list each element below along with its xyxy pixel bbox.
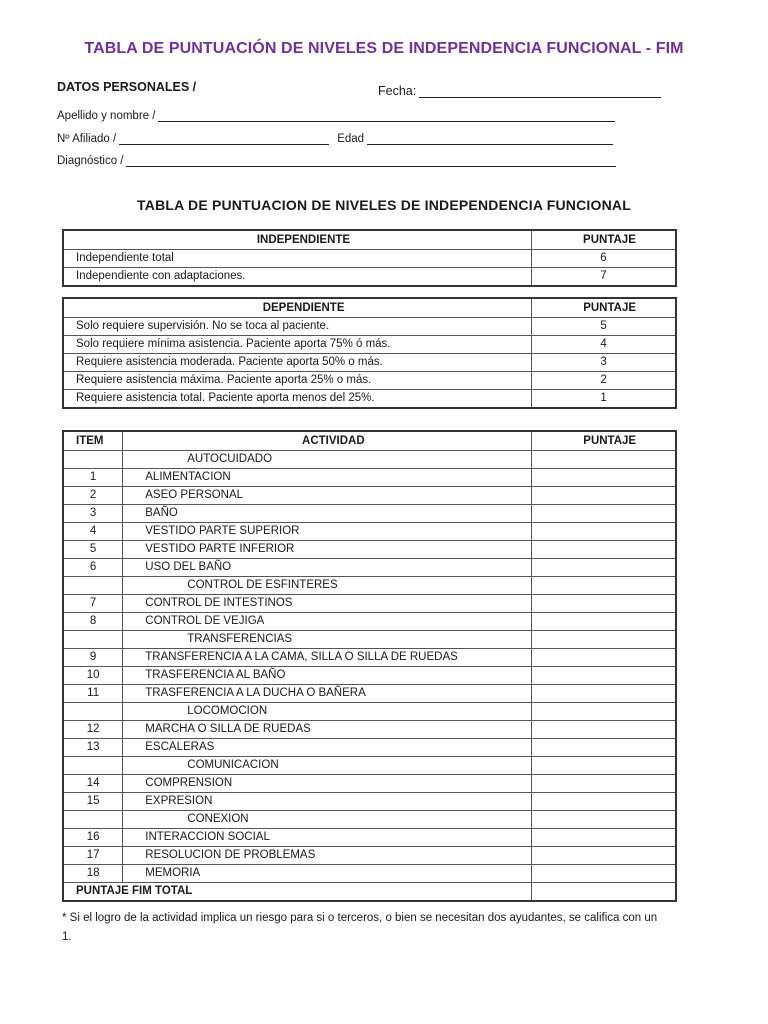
item-number: 5 [63,541,123,559]
section-label: TRANSFERENCIAS [123,631,532,649]
name-field[interactable] [158,109,615,122]
item-number: 12 [63,721,123,739]
score-cell[interactable] [532,685,676,703]
table-row [63,739,676,757]
independent-header-row [63,230,676,250]
activity-label: INTERACCION SOCIAL [123,829,532,847]
table-row [63,847,676,865]
independent-table [62,229,677,287]
activities-body [63,451,676,883]
score-cell [532,757,676,775]
score-cell [532,577,676,595]
item-number: 6 [63,559,123,577]
dependent-row-label: Requiere asistencia máxima. Paciente aporta 25% o más. [63,372,532,390]
date-field[interactable] [419,85,661,98]
score-cell[interactable] [532,541,676,559]
independent-header: INDEPENDIENTE [63,230,531,250]
dependent-row-label: Requiere asistencia moderada. Paciente aporta 50% o más. [63,354,532,372]
activities-header-row [63,431,676,451]
table-row [63,354,676,372]
section-label: AUTOCUIDADO [123,451,532,469]
total-label: PUNTAJE FIM TOTAL [63,883,532,902]
independent-row-score: 7 [531,268,676,287]
table-row [63,390,676,409]
activities-table [62,430,677,902]
total-score-cell[interactable] [532,883,676,902]
item-header: ITEM [63,431,123,451]
item-number: 10 [63,667,123,685]
table-row [63,469,676,487]
item-number: 16 [63,829,123,847]
table-row [63,595,676,613]
table-row [63,721,676,739]
dependent-table [62,297,677,409]
dependent-header-row [63,298,676,318]
activities-score-header: PUNTAJE [532,431,676,451]
table-row [63,487,676,505]
table-row [63,318,676,336]
table-subtitle: TABLA DE PUNTUACION DE NIVELES DE INDEPENDENCIA FUNCIONAL [137,197,631,213]
score-cell[interactable] [532,613,676,631]
table-row [63,559,676,577]
table-row [63,667,676,685]
score-cell[interactable] [532,649,676,667]
item-number [63,703,123,721]
score-cell[interactable] [532,595,676,613]
diagnosis-field[interactable] [126,154,616,167]
score-cell[interactable] [532,469,676,487]
activity-label: ALIMENTACION [123,469,532,487]
section-label: COMUNICACION [123,757,532,775]
section-label: LOCOMOCION [123,703,532,721]
item-number: 4 [63,523,123,541]
table-row [63,793,676,811]
activity-label: VESTIDO PARTE INFERIOR [123,541,532,559]
independent-score-header: PUNTAJE [531,230,676,250]
item-number: 15 [63,793,123,811]
section-label: CONEXION [123,811,532,829]
affiliate-label: Nº Afiliado / [57,133,117,145]
dependent-row-score: 5 [532,318,676,336]
page-title: TABLA DE PUNTUACIÓN DE NIVELES DE INDEPENDENCIA FUNCIONAL - FIM [84,40,684,57]
score-cell[interactable] [532,847,676,865]
section-row [63,757,676,775]
age-label: Edad [337,133,365,145]
section-label: CONTROL DE ESFINTERES [123,577,532,595]
date-row [378,84,661,98]
dependent-row-label: Solo requiere mínima asistencia. Paciente aporta 75% ó más. [63,336,532,354]
activity-label: CONTROL DE INTESTINOS [123,595,532,613]
score-cell [532,631,676,649]
dependent-score-header: PUNTAJE [532,298,676,318]
diagnosis-row [57,154,616,167]
activity-label: MARCHA O SILLA DE RUEDAS [123,721,532,739]
activity-label: ESCALERAS [123,739,532,757]
item-number [63,631,123,649]
score-cell [532,703,676,721]
item-number: 2 [63,487,123,505]
activity-header: ACTIVIDAD [123,431,532,451]
item-number: 1 [63,469,123,487]
table-row [63,372,676,390]
affiliate-row [57,132,613,145]
activity-label: VESTIDO PARTE SUPERIOR [123,523,532,541]
item-number: 14 [63,775,123,793]
activity-label: TRASFERENCIA A LA DUCHA O BAÑERA [123,685,532,703]
item-number: 13 [63,739,123,757]
dependent-row-score: 1 [532,390,676,409]
score-cell[interactable] [532,667,676,685]
table-row [63,505,676,523]
section-row [63,703,676,721]
activity-label: TRANSFERENCIA A LA CAMA, SILLA O SILLA DE RUEDAS [123,649,532,667]
total-row [63,883,676,902]
score-cell[interactable] [532,739,676,757]
table-row [63,685,676,703]
age-field[interactable] [367,132,613,145]
table-row [63,829,676,847]
section-row [63,811,676,829]
activity-label: MEMORIA [123,865,532,883]
score-cell [532,451,676,469]
dependent-row-label: Solo requiere supervisión. No se toca al paciente. [63,318,532,336]
item-number [63,811,123,829]
item-number: 7 [63,595,123,613]
table-row [63,649,676,667]
activity-label: BAÑO [123,505,532,523]
dependent-row-score: 4 [532,336,676,354]
section-row [63,631,676,649]
activity-label: COMPRENSION [123,775,532,793]
score-cell[interactable] [532,829,676,847]
item-number: 9 [63,649,123,667]
name-row [57,109,615,122]
independent-row-score: 6 [531,250,676,268]
table-row [63,613,676,631]
item-number: 17 [63,847,123,865]
personal-data-label: DATOS PERSONALES / [57,80,197,94]
table-row [63,268,676,287]
dependent-row-label: Requiere asistencia total. Paciente aporta menos del 25%. [63,390,532,409]
activity-label: EXPRESION [123,793,532,811]
item-number: 8 [63,613,123,631]
score-cell [532,811,676,829]
score-cell[interactable] [532,505,676,523]
score-cell[interactable] [532,865,676,883]
score-cell[interactable] [532,793,676,811]
activity-label: CONTROL DE VEJIGA [123,613,532,631]
table-row [63,865,676,883]
score-cell[interactable] [532,487,676,505]
independent-row-label: Independiente con adaptaciones. [63,268,531,287]
dependent-row-score: 3 [532,354,676,372]
section-row [63,451,676,469]
item-number: 18 [63,865,123,883]
date-label: Fecha: [378,84,417,98]
item-number [63,451,123,469]
item-number: 3 [63,505,123,523]
score-cell[interactable] [532,775,676,793]
activity-label: TRASFERENCIA AL BAÑO [123,667,532,685]
item-number [63,757,123,775]
table-row [63,250,676,268]
item-number: 11 [63,685,123,703]
footnote: * Si el logro de la actividad implica un riesgo para si o terceros, o bien se necesitan dos ayudantes, se califica con un 1. [62,912,658,943]
table-row [63,541,676,559]
dependent-header: DEPENDIENTE [63,298,532,318]
activity-label: RESOLUCION DE PROBLEMAS [123,847,532,865]
table-row [63,775,676,793]
item-number [63,577,123,595]
diagnosis-label: Diagnóstico / [57,155,124,167]
name-label: Apellido y nombre / [57,110,156,122]
table-row [63,523,676,541]
affiliate-field[interactable] [119,132,329,145]
independent-row-label: Independiente total [63,250,531,268]
score-cell[interactable] [532,559,676,577]
score-cell[interactable] [532,721,676,739]
table-row [63,336,676,354]
section-row [63,577,676,595]
activity-label: ASEO PERSONAL [123,487,532,505]
activity-label: USO DEL BAÑO [123,559,532,577]
score-cell[interactable] [532,523,676,541]
dependent-row-score: 2 [532,372,676,390]
